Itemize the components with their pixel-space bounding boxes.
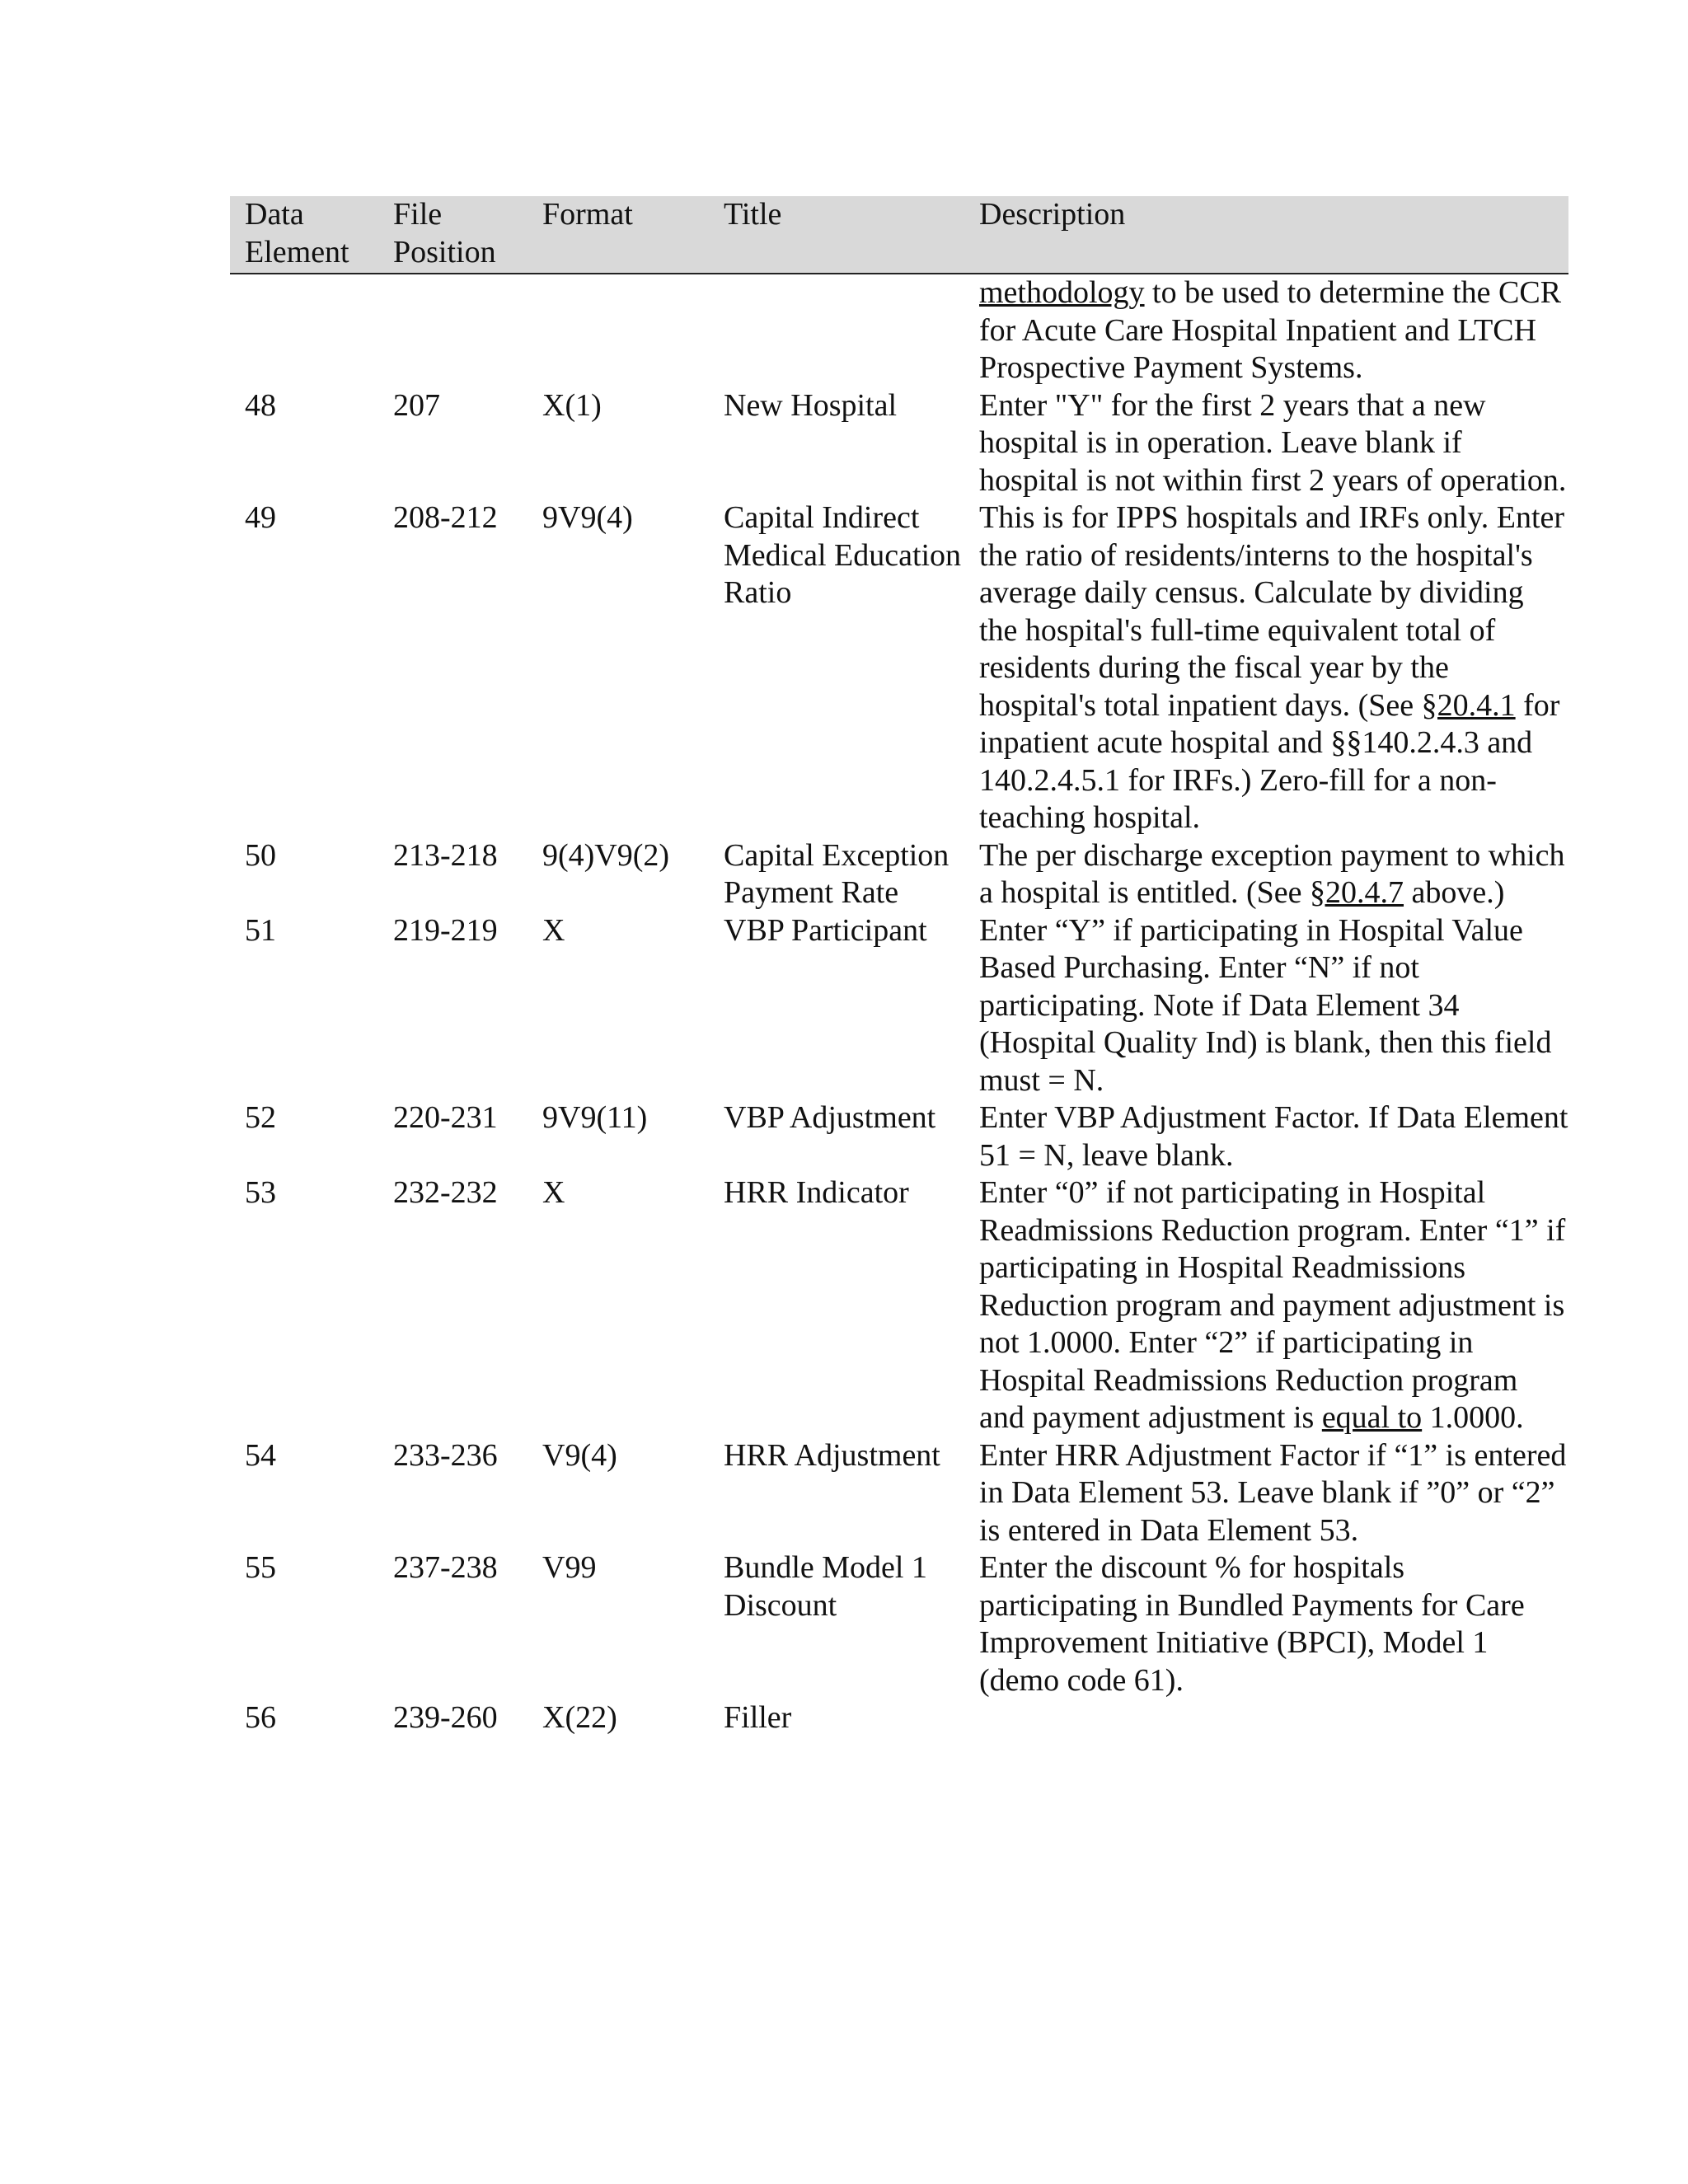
element-cell: 49 <box>245 500 276 535</box>
title-cell: VBP Participant <box>724 912 927 948</box>
element-cell: 51 <box>245 912 276 948</box>
header-format: Format <box>528 196 709 274</box>
description-link[interactable]: methodology <box>979 275 1145 310</box>
description-text: This is for IPPS hospitals and IRFs only. Enter the ratio of residents/interns to the hospital's average daily census. Calculate by dividing the hospital's full-time equivalent total of residents during the fiscal year by the hospital's total inpatient days. (See <box>979 500 1565 723</box>
description-text: Enter VBP Adjustment Factor. If Data Element 51 = N, leave blank. <box>979 1100 1568 1173</box>
title-cell: Bundle Model 1 Discount <box>724 1550 927 1623</box>
continuation-description-cell <box>964 274 1568 387</box>
position-cell: 237-238 <box>393 1550 498 1585</box>
element-cell: 52 <box>245 1100 276 1135</box>
description-link[interactable]: §20.4.7 <box>1310 875 1404 910</box>
table-header <box>230 196 1568 274</box>
description-text: above.) <box>1404 875 1505 910</box>
description-text: 1.0000. <box>1422 1400 1524 1435</box>
table-row <box>230 1437 1568 1550</box>
description-cell <box>964 1099 1568 1174</box>
position-cell: 208-212 <box>393 500 498 535</box>
description-text: Enter the discount % for hospitals participating in Bundled Payments for Care Improvement Initiative (BPCI), Model 1 (demo code 61). <box>979 1550 1525 1698</box>
description-text: Enter “Y” if participating in Hospital Value Based Purchasing. Enter “N” if not participating. Note if Data Element 34 (Hospital Quality Ind) is blank, then this field must = N. <box>979 912 1552 1098</box>
element-cell: 55 <box>245 1550 276 1585</box>
header-file-position-line2: Position <box>393 234 496 269</box>
position-cell: 220-231 <box>393 1100 498 1135</box>
format-cell: X <box>542 912 565 948</box>
position-cell: 207 <box>393 387 440 423</box>
table-row <box>230 837 1568 912</box>
description-cell <box>964 1549 1568 1699</box>
format-cell: V9(4) <box>542 1437 617 1473</box>
table-row <box>230 387 1568 500</box>
description-text: Enter "Y" for the first 2 years that a new hospital is in operation. Leave blank if hospital is not within first 2 years of operation. <box>979 387 1567 498</box>
element-cell: 56 <box>245 1700 276 1735</box>
description-cell <box>964 837 1568 912</box>
header-file-position-line1: File <box>393 197 443 232</box>
description-cell <box>964 1699 1568 1737</box>
element-cell: 54 <box>245 1437 276 1473</box>
continuation-title-cell <box>709 274 964 387</box>
header-data-element-line1: Data <box>245 197 304 232</box>
element-cell: 48 <box>245 387 276 423</box>
description-cell <box>964 1174 1568 1437</box>
format-cell: X(22) <box>542 1700 617 1735</box>
table-row <box>230 1099 1568 1174</box>
format-cell: V99 <box>542 1550 597 1585</box>
format-cell: 9V9(11) <box>542 1100 648 1135</box>
description-text: to be used to determine the CCR for Acute Care Hospital Inpatient and LTCH Prospective Payment Systems. <box>979 275 1562 385</box>
continuation-format-cell <box>528 274 709 387</box>
element-cell: 53 <box>245 1175 276 1210</box>
title-cell: New Hospital <box>724 387 898 423</box>
table-row <box>230 1174 1568 1437</box>
title-cell: Capital Exception Payment Rate <box>724 837 950 910</box>
header-data-element <box>230 196 378 274</box>
description-cell <box>964 387 1568 500</box>
data-element-table <box>230 196 1568 1737</box>
table-body <box>230 274 1568 1737</box>
document-page <box>230 196 1568 1737</box>
position-cell: 239-260 <box>393 1700 498 1735</box>
format-cell: X <box>542 1175 565 1210</box>
title-cell: Capital Indirect Medical Education Ratio <box>724 500 962 610</box>
element-cell: 50 <box>245 837 276 873</box>
description-cell <box>964 1437 1568 1550</box>
table-row <box>230 912 1568 1100</box>
title-cell: HRR Adjustment <box>724 1437 940 1473</box>
position-cell: 232-232 <box>393 1175 498 1210</box>
continuation-element-cell <box>230 274 378 387</box>
description-link[interactable]: §20.4.1 <box>1421 687 1516 723</box>
format-cell: 9(4)V9(2) <box>542 837 670 873</box>
description-text: The per discharge exception payment to which a hospital is entitled. (See <box>979 837 1565 910</box>
description-text: Enter HRR Adjustment Factor if “1” is entered in Data Element 53. Leave blank if ”0” or “2” is entered in Data Element 53. <box>979 1437 1567 1548</box>
position-cell: 213-218 <box>393 837 498 873</box>
position-cell: 219-219 <box>393 912 498 948</box>
position-cell: 233-236 <box>393 1437 498 1473</box>
title-cell: VBP Adjustment <box>724 1100 936 1135</box>
continuation-position-cell <box>378 274 528 387</box>
description-link[interactable]: equal to <box>1321 1400 1423 1435</box>
table-row <box>230 1699 1568 1737</box>
header-file-position <box>378 196 528 274</box>
table-row <box>230 499 1568 837</box>
format-cell: 9V9(4) <box>542 500 633 535</box>
title-cell: HRR Indicator <box>724 1175 909 1210</box>
table-row <box>230 1549 1568 1699</box>
description-cell <box>964 499 1568 837</box>
header-data-element-line2: Element <box>245 234 349 269</box>
continuation-row <box>230 274 1568 387</box>
header-row <box>230 196 1568 274</box>
description-cell <box>964 912 1568 1100</box>
format-cell: X(1) <box>542 387 602 423</box>
description-text: Enter “0” if not participating in Hospital Readmissions Reduction program. Enter “1” if participating in Hospital Readmissions Reduction program and payment adjustment is not 1.0000. Enter “2” if participating in Hospital Readmissions Reduction program and payment adjustment is <box>979 1175 1566 1435</box>
description-text: for inpatient acute hospital and §§140.2.4.3 and 140.2.4.5.1 for IRFs.) Zero-fill for a non-teaching hospital. <box>979 687 1560 835</box>
header-title: Title <box>709 196 964 274</box>
title-cell: Filler <box>724 1700 792 1735</box>
header-description: Description <box>964 196 1568 274</box>
